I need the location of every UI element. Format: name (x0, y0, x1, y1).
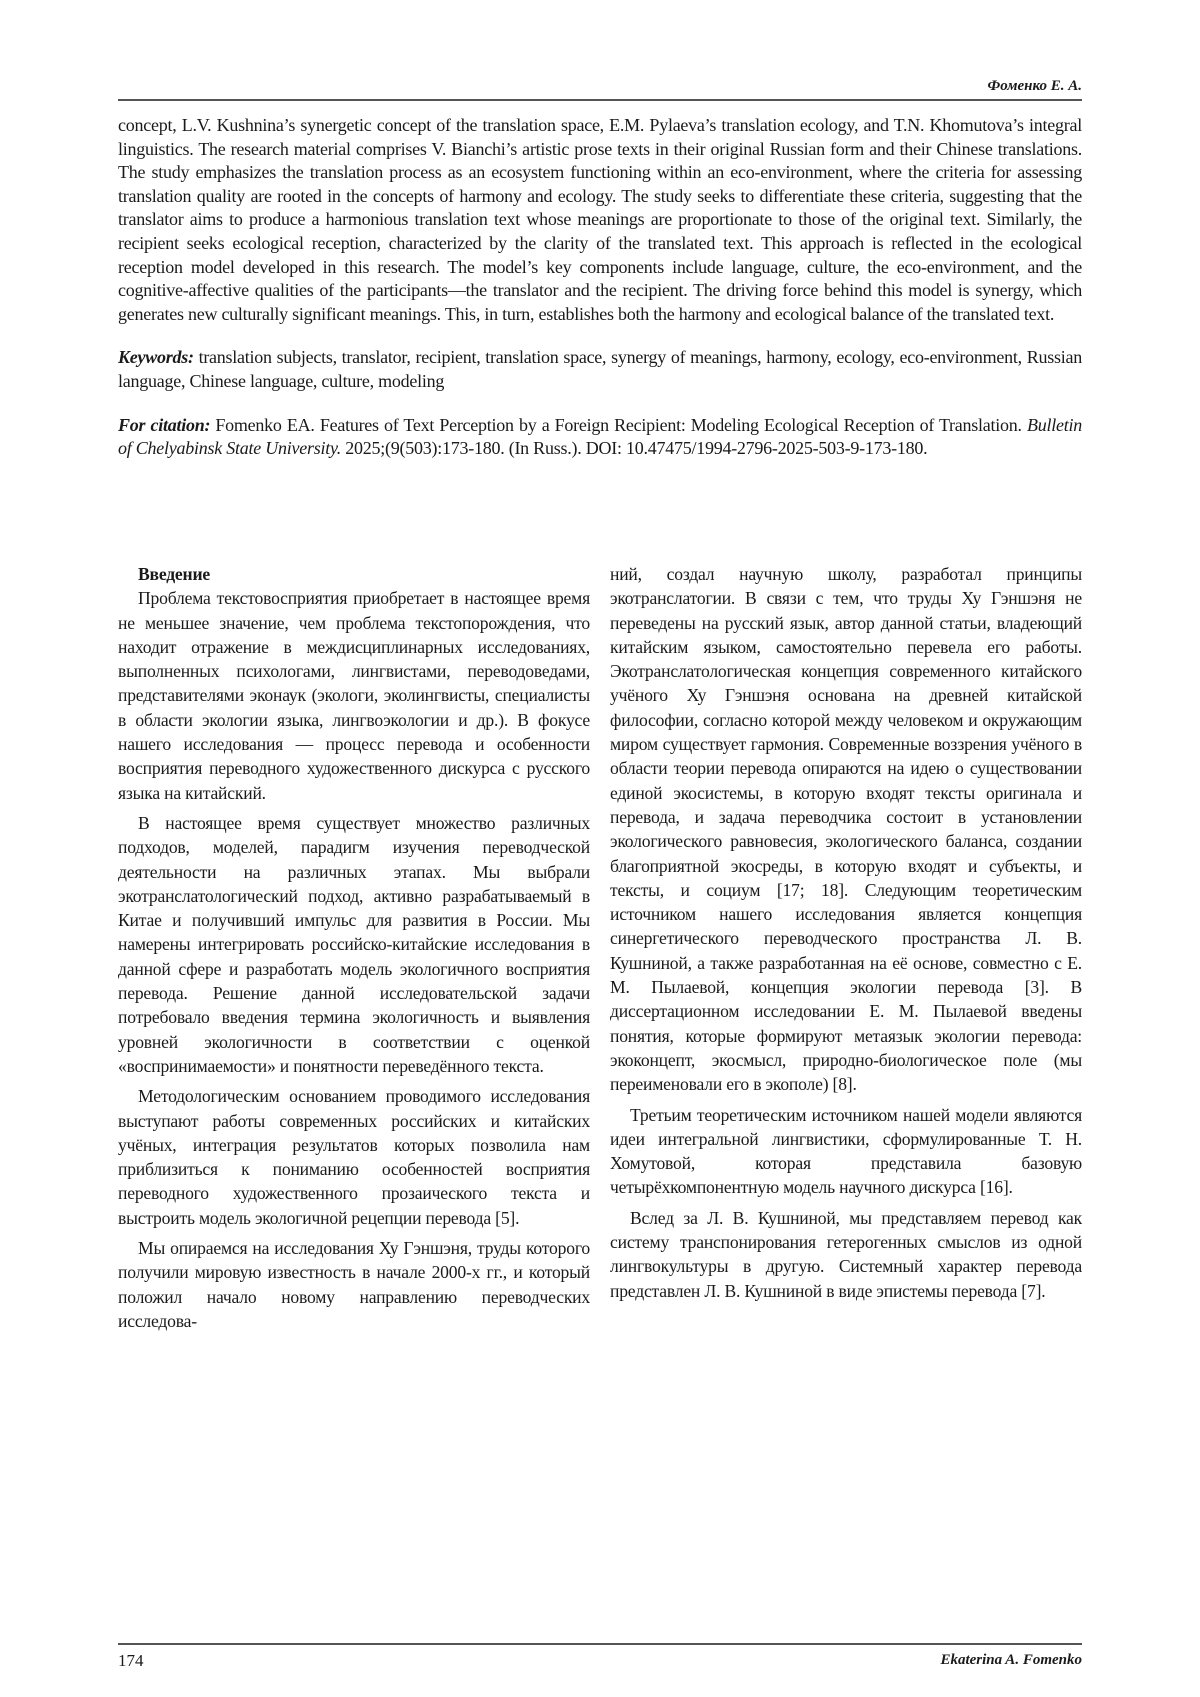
running-header-author: Фоменко Е. А. (987, 78, 1082, 94)
footer-author: Ekaterina A. Fomenko (940, 1652, 1082, 1668)
paragraph: Мы опираемся на исследования Ху Гэншэня, труды которого получили мировую известность в начале 2000-х гг., и который положил начало новому направлению переводческих исследова- (118, 1238, 590, 1331)
citation (118, 414, 1082, 461)
paragraph: В настоящее время существует множество различных подходов, моделей, парадигм изучения переводческой деятельности на различных этапах. Мы выбрали экотранслатологический подход, активно разрабатываемый в Китае и получивший импульс для развития в России. Мы намерены интегрировать российско-китайские исследования в данной сфере и разработать модель экологичного восприятия перевода. Решение данной исследовательской задачи потребовало введения термина экологичность и выявления уровней экологичности в соответствии с оценкой «воспринимаемости» и понятности переведённого текста. (118, 812, 590, 1076)
abstract-block (118, 114, 1082, 481)
citation-details: 2025;(9(503):173-180. (In Russ.). DOI: 10.47475/1994-2796-2025-503-9-173-180. (340, 438, 928, 459)
paragraph-continued: ний, создал научную школу, разработал принципы экотранслатогии. В связи с тем, что труды Ху Гэншэня не переведены на русский язык, автор данной статьи, владеющий китайским языком, самостоятельно перевела его работы. Экотранслатологическая концепция современного китайского учёного Ху Гэншэня основана на древней китайской философии, согласно которой между человеком и окружающим миром существует гармония. Современные воззрения учёного в области теории перевода опираются на идею о существовании единой экосистемы, в которую входят тексты оригинала и перевода, и задача переводчика состоит в установлении экологического равновесия, экологического баланса, создании благоприятной экосреды, в которую входят и субъекты, и тексты, и социум [17; 18]. Следующим теоретическим источником нашего исследования является концепция синергетического переводческого пространства Л. В. Кушниной, а также разработанная на её основе, совместно с Е. М. Пылаевой, концепция экологии перевода [3]. В диссертационном исследовании Е. М. Пылаевой введены понятия, которые формируют метаязык экологии перевода: экоконцепт, экосмысл, природно-биологическое поле (мы переименовали его в экополе) [8]. (610, 564, 1082, 1095)
citation-label: For citation: (118, 414, 211, 435)
paragraph: Вслед за Л. В. Кушниной, мы представляем перевод как систему транспонирования гетерогенных смыслов из одной лингвокультуры в другую. Системный характер перевода представлен Л. В. Кушниной в виде эпистемы перевода [7]. (610, 1207, 1082, 1301)
page-number: 174 (118, 1651, 144, 1670)
right-column (610, 562, 1082, 1339)
keywords-text: translation subjects, translator, recipient, translation space, synergy of meanings, harmony, ecology, eco-environment, Russian language, Chinese language, culture, modeling (118, 347, 1082, 391)
citation-journal: Bulletin of Chelyabinsk State University. (118, 414, 1082, 459)
section-heading: Введение (138, 564, 211, 584)
paragraph: Третьим теоретическим источником нашей модели являются идеи интегральной лингвистики, сформулированные Т. Н. Хомутовой, которая представила базовую четырёхкомпонентную модель научного дискурса [16]. (610, 1104, 1082, 1198)
keywords-label: Keywords: (118, 347, 194, 368)
header-divider (118, 99, 1082, 101)
keywords (118, 346, 1082, 393)
abstract-text: concept, L.V. Kushnina’s synergetic concept of the translation space, E.M. Pylaeva’s translation ecology, and T.N. Khomutova’s integral linguistics. The research material comprises V. Bianchi’s artistic prose texts in their original Russian form and their Chinese translations. The study emphasizes the translation process as an ecosystem functioning within an eco-environment, where the criteria for assessing translation quality are rooted in the concepts of harmony and ecology. The study seeks to differentiate these criteria, suggesting that the translator aims to produce a harmonious translation text whose meanings are proportionate to those of the original text. Similarly, the recipient seeks ecological reception, characterized by the clarity of the translated text. This approach is reflected in the ecological reception model developed in this research. The model’s key components include language, culture, the eco-environment, and the cognitive-affective qualities of the participants—the translator and the recipient. The driving force behind this model is synergy, which generates new culturally significant meanings. This, in turn, establishes both the harmony and ecological balance of the translated text. (118, 115, 1082, 324)
body-columns (118, 562, 1082, 1339)
paragraph: Проблема текстовосприятия приобретает в настоящее время не меньшее значение, чем проблема текстопорождения, что находит отражение в междисциплинарных исследованиях, выполненных психологами, лингвистами, переводоведами, представителями эконаук (экологи, эколингвисты, специалисты в области экологии языка, лингвоэкологии и др.). В фокусе нашего исследования — процесс перевода и особенности восприятия переводного художественного дискурса с русского языка на китайский. (118, 588, 590, 803)
left-column (118, 562, 590, 1339)
footer-divider (118, 1643, 1082, 1645)
paragraph: Методологическим основанием проводимого исследования выступают работы современных российских и китайских учёных, интеграция результатов которых позволила нам приблизиться к пониманию особенностей восприятия переводного художественного прозаического текста и выстроить модель экологичной рецепции перевода [5]. (118, 1086, 590, 1228)
citation-text: Fomenko EA. Features of Text Perception by a Foreign Recipient: Modeling Ecological Reception of Translation. (210, 414, 1027, 435)
